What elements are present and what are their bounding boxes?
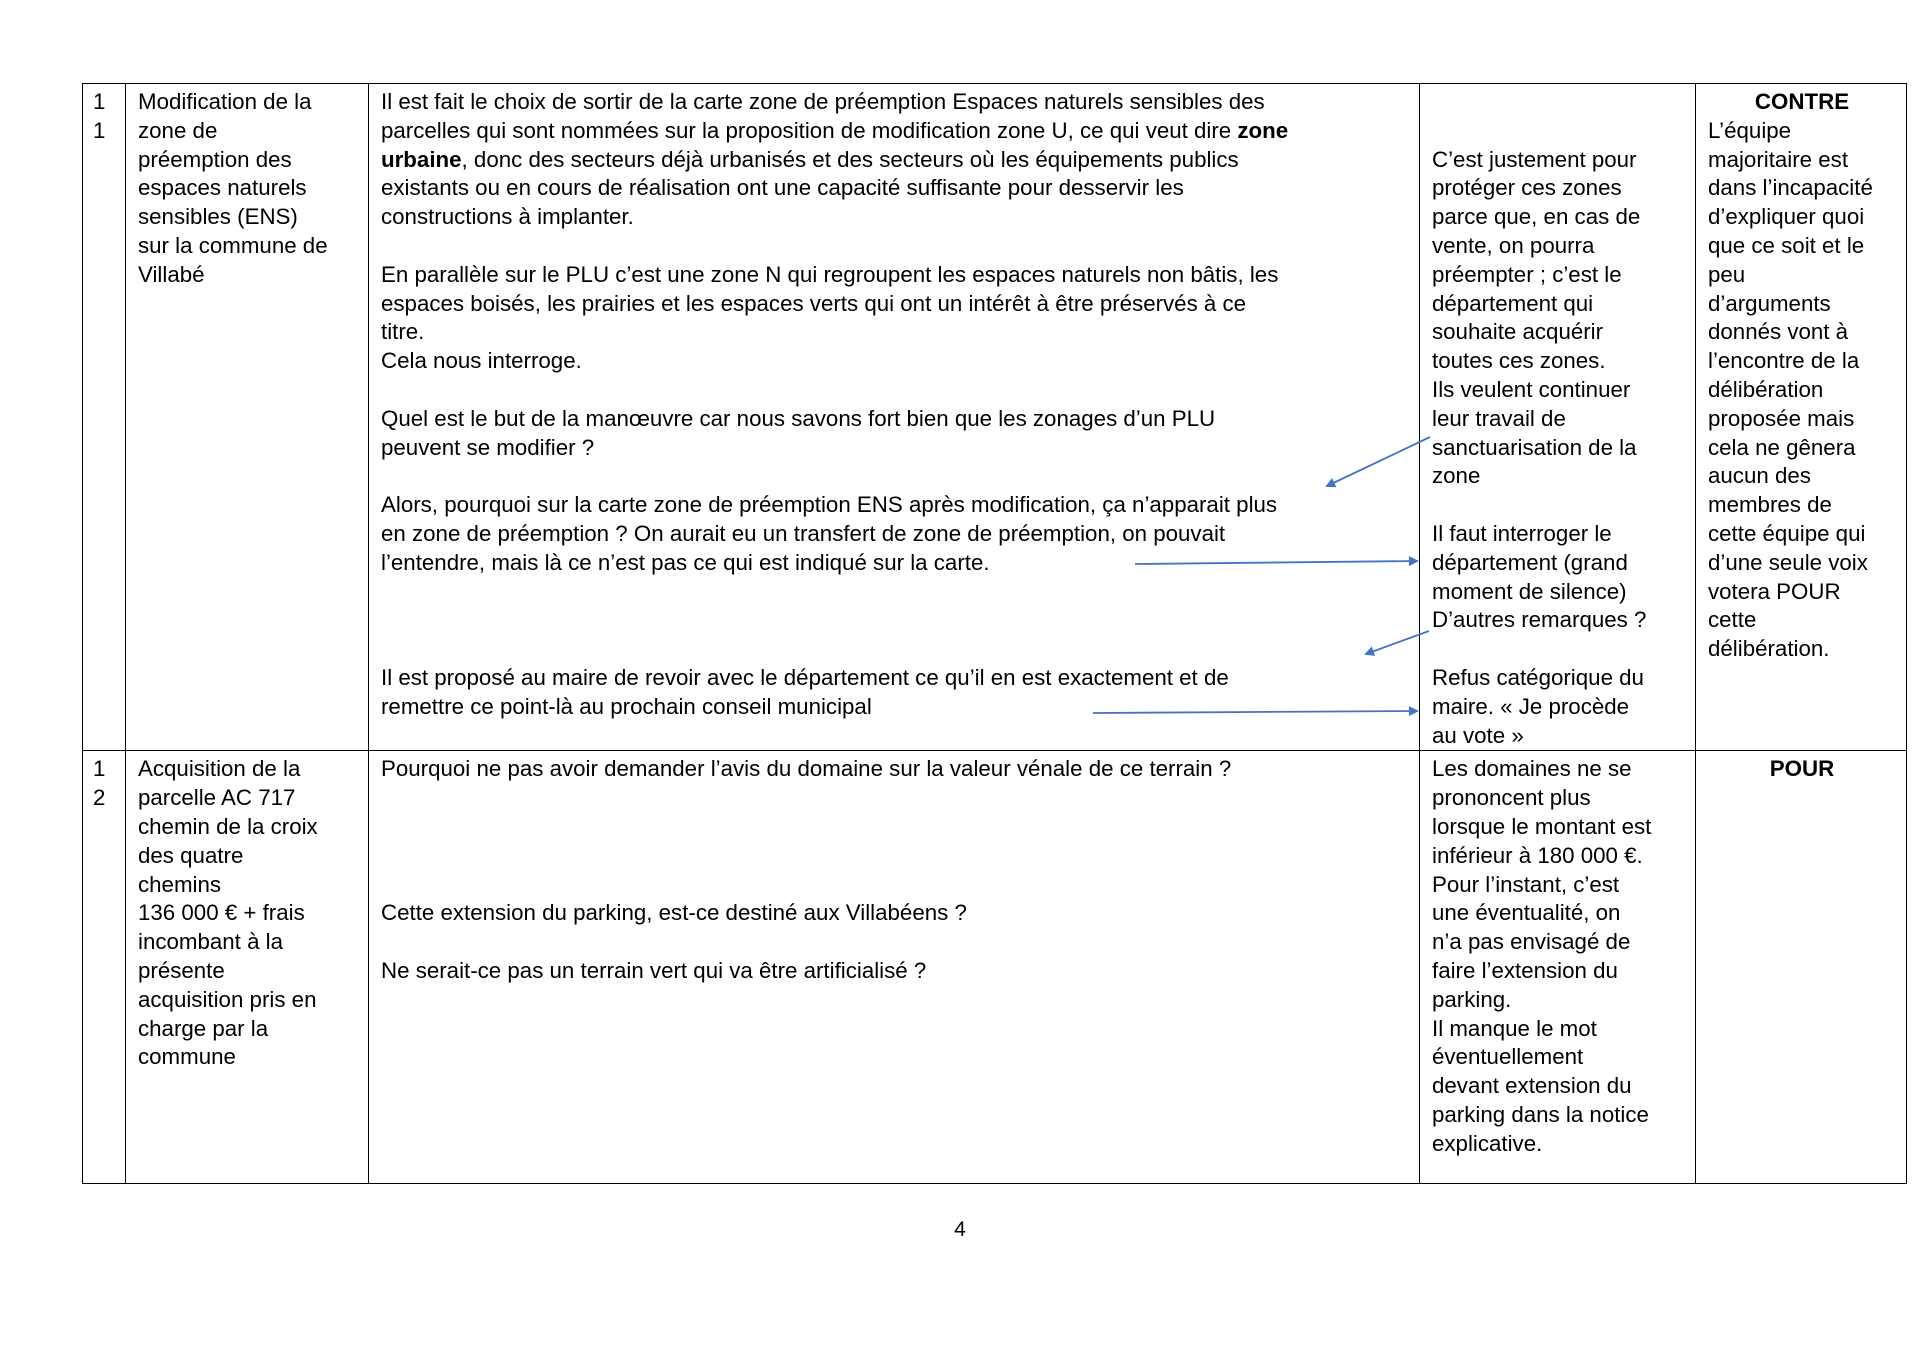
bold-text: urbaine xyxy=(381,146,462,172)
text-line: Villabé xyxy=(138,261,205,287)
text-line: parking dans la notice xyxy=(1432,1101,1649,1127)
text-line: incombant à la xyxy=(138,929,284,955)
text-line xyxy=(381,117,1409,146)
text-line: espaces naturels xyxy=(138,175,307,201)
text-line: 1 xyxy=(93,89,106,114)
text-line: 136 000 € + frais xyxy=(138,900,305,926)
text-line: membres de xyxy=(1708,492,1832,518)
text-line xyxy=(1432,117,1685,146)
text-line xyxy=(381,928,1409,957)
text-line xyxy=(381,635,1409,664)
text-line: moment de silence) xyxy=(1432,578,1627,604)
text-line: D’autres remarques ? xyxy=(1432,607,1647,633)
text-line: chemin de la croix xyxy=(138,813,318,839)
text-line: délibération xyxy=(1708,376,1824,402)
vote-cell xyxy=(1696,751,1907,1184)
question-cell xyxy=(369,751,1420,1184)
text-line: Il manque le mot xyxy=(1432,1015,1597,1041)
text-line xyxy=(381,813,1409,842)
text-line xyxy=(381,842,1409,871)
subject-cell xyxy=(126,84,369,751)
text-line: une éventualité, on xyxy=(1432,900,1621,926)
text-line xyxy=(1432,491,1685,520)
table-row xyxy=(83,751,1907,1184)
text-line: Ils veulent continuer xyxy=(1432,376,1631,402)
text-line: En parallèle sur le PLU c’est une zone N qui regroupent les espaces naturels non bâtis, les xyxy=(381,261,1279,287)
text-line: C’est justement pour xyxy=(1432,146,1637,172)
text-line: Ne serait-ce pas un terrain vert qui va être artificialisé ? xyxy=(381,957,927,983)
text-line: cette équipe qui xyxy=(1708,520,1866,546)
text-line: chemins xyxy=(138,871,222,897)
text-line: L’équipe xyxy=(1708,117,1792,143)
item-number-cell xyxy=(83,751,126,1184)
text-line: donnés vont à xyxy=(1708,319,1849,345)
text-line: souhaite acquérir xyxy=(1432,319,1604,345)
vote-cell xyxy=(1696,84,1907,751)
text-line: sanctuarisation de la xyxy=(1432,434,1637,460)
text-line: existants ou en cours de réalisation ont une capacité suffisante pour desservir les xyxy=(381,175,1184,201)
text-line: en zone de préemption ? On aurait eu un transfert de zone de préemption, on pouvait xyxy=(381,520,1226,546)
text-line: l’entendre, mais là ce n’est pas ce qui est indiqué sur la carte. xyxy=(381,549,990,575)
text-line: Quel est le but de la manœuvre car nous savons fort bien que les zonages d’un PLU xyxy=(381,405,1216,431)
text-line: 1 xyxy=(93,756,106,782)
text-line: parking. xyxy=(1432,986,1512,1012)
text-line: peuvent se modifier ? xyxy=(381,434,595,460)
text-line: d’une seule voix xyxy=(1708,549,1868,575)
text-line: Cela nous interroge. xyxy=(381,348,582,374)
text-line: leur travail de xyxy=(1432,405,1566,431)
text-line: parce que, en cas de xyxy=(1432,204,1641,230)
text-line xyxy=(381,376,1409,405)
bold-text: zone xyxy=(1237,117,1289,143)
answer-cell xyxy=(1420,751,1696,1184)
text-line xyxy=(381,462,1409,491)
text-line xyxy=(381,578,1409,607)
text-line: espaces boisés, les prairies et les espaces verts qui ont un intérêt à être préservés à ce xyxy=(381,290,1247,316)
text-line: au vote » xyxy=(1432,722,1524,748)
text-line: Modification de la xyxy=(138,89,312,114)
text-line: Il faut interroger le xyxy=(1432,520,1612,546)
text-line xyxy=(1708,88,1896,117)
text-line: explicative. xyxy=(1432,1130,1543,1156)
text-line: proposée mais xyxy=(1708,405,1855,431)
text-line: que ce soit et le xyxy=(1708,232,1865,258)
text-line: Refus catégorique du xyxy=(1432,664,1644,690)
text-line: Alors, pourquoi sur la carte zone de préemption ENS après modification, ça n’apparait plus xyxy=(381,492,1278,518)
text-line: parcelle AC 717 xyxy=(138,785,296,811)
text-line: éventuellement xyxy=(1432,1044,1584,1070)
text-line xyxy=(1432,88,1685,117)
text-line: vente, on pourra xyxy=(1432,232,1595,258)
text-line xyxy=(381,232,1409,261)
bold-text: POUR xyxy=(1769,756,1835,782)
text-line: Il est fait le choix de sortir de la carte zone de préemption Espaces naturels sensibles des xyxy=(381,89,1265,114)
deliberation-table xyxy=(82,83,1907,1184)
text-line: des quatre xyxy=(138,842,244,868)
text-line: préempter ; c’est le xyxy=(1432,261,1622,287)
text-line: remettre ce point-là au prochain conseil municipal xyxy=(381,693,872,719)
text-line: majoritaire est xyxy=(1708,146,1849,172)
text-segment: , donc des secteurs déjà urbanisés et des secteurs où les équipements publics xyxy=(461,146,1239,172)
text-line: acquisition pris en xyxy=(138,986,317,1012)
text-line: votera POUR xyxy=(1708,578,1841,604)
text-line: Cette extension du parking, est-ce destiné aux Villabéens ? xyxy=(381,900,967,926)
text-line: Pour l’instant, c’est xyxy=(1432,871,1620,897)
bold-text: CONTRE xyxy=(1754,89,1850,114)
text-line: d’expliquer quoi xyxy=(1708,204,1865,230)
subject-cell xyxy=(126,751,369,1184)
text-line: département qui xyxy=(1432,290,1594,316)
text-segment: parcelles qui sont nommées sur la proposition de modification zone U, ce qui veut dire xyxy=(381,117,1238,143)
text-line: n’a pas envisagé de xyxy=(1432,929,1631,955)
text-line: prononcent plus xyxy=(1432,785,1591,811)
table-row xyxy=(83,84,1907,751)
item-number-cell xyxy=(83,84,126,751)
text-line: toutes ces zones. xyxy=(1432,348,1606,374)
text-line: cette xyxy=(1708,607,1757,633)
text-line: dans l’incapacité xyxy=(1708,175,1873,201)
text-line: faire l’extension du xyxy=(1432,957,1618,983)
text-line xyxy=(1708,755,1896,784)
text-line: 1 xyxy=(93,117,106,143)
text-line: 2 xyxy=(93,785,106,811)
text-line: délibération. xyxy=(1708,636,1830,662)
text-line: sur la commune de xyxy=(138,232,328,258)
text-line: département (grand xyxy=(1432,549,1628,575)
text-line: commune xyxy=(138,1044,236,1070)
text-line: peu xyxy=(1708,261,1746,287)
text-line: Les domaines ne se xyxy=(1432,756,1632,782)
page-number: 4 xyxy=(954,1218,966,1241)
text-line: aucun des xyxy=(1708,463,1811,489)
text-line xyxy=(381,146,1409,175)
text-line xyxy=(381,606,1409,635)
text-line: Pourquoi ne pas avoir demander l’avis du domaine sur la valeur vénale de ce terrain ? xyxy=(381,756,1232,782)
text-line: titre. xyxy=(381,319,425,345)
answer-cell xyxy=(1420,84,1696,751)
text-line: maire. « Je procède xyxy=(1432,693,1630,719)
text-line: constructions à implanter. xyxy=(381,204,634,230)
text-line: préemption des xyxy=(138,146,292,172)
text-line: charge par la xyxy=(138,1015,269,1041)
text-line: zone xyxy=(1432,463,1481,489)
text-line: sensibles (ENS) xyxy=(138,204,298,230)
text-line: Il est proposé au maire de revoir avec le département ce qu’il en est exactement et de xyxy=(381,664,1229,690)
text-line: protéger ces zones xyxy=(1432,175,1622,201)
text-line: cela ne gênera xyxy=(1708,434,1856,460)
text-line: l’encontre de la xyxy=(1708,348,1860,374)
text-line: devant extension du xyxy=(1432,1073,1632,1099)
text-line: présente xyxy=(138,957,225,983)
question-cell xyxy=(369,84,1420,751)
text-line xyxy=(1432,635,1685,664)
text-line xyxy=(381,871,1409,900)
text-line: lorsque le montant est xyxy=(1432,813,1652,839)
text-line: d’arguments xyxy=(1708,290,1831,316)
text-line: inférieur à 180 000 €. xyxy=(1432,842,1643,868)
text-line xyxy=(381,784,1409,813)
text-line: zone de xyxy=(138,117,218,143)
text-line: Acquisition de la xyxy=(138,756,301,782)
